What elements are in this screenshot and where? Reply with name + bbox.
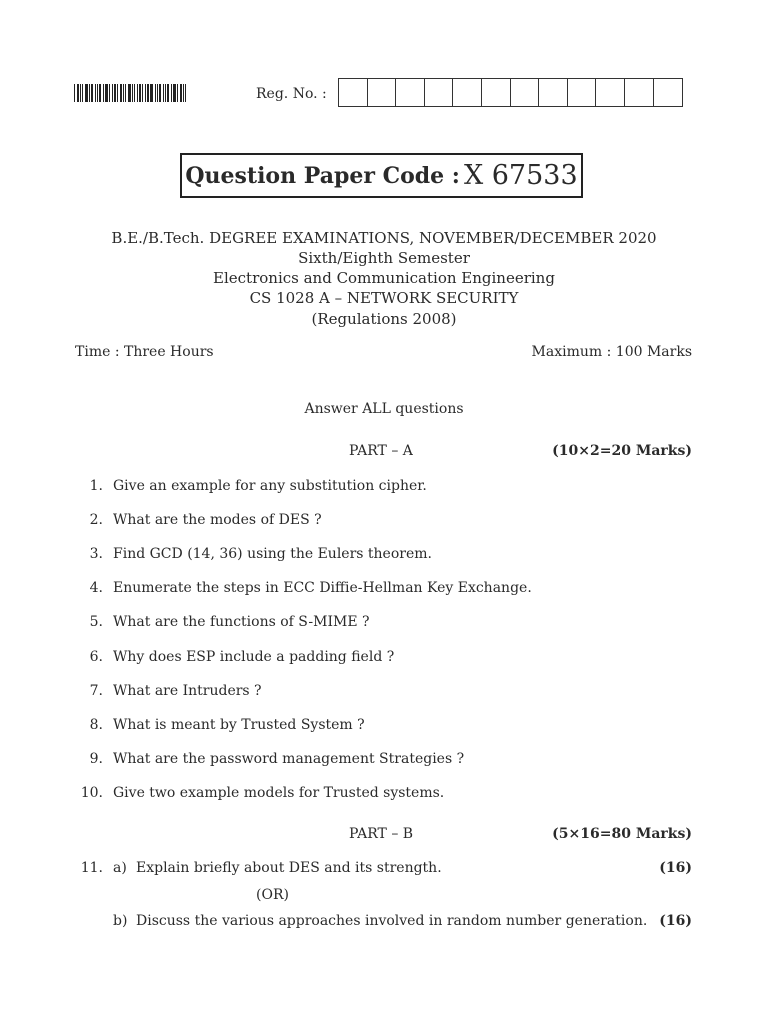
question-number: 2. bbox=[89, 512, 103, 528]
barcode-bar bbox=[105, 84, 108, 102]
max-marks-info: Maximum : 100 Marks bbox=[531, 344, 692, 360]
question-text: Explain briefly about DES and its strength. bbox=[136, 860, 442, 876]
question-text: What are the functions of S-MIME ? bbox=[113, 614, 370, 630]
question-paper-code-box bbox=[180, 153, 583, 198]
question-text: What are the password management Strategies ? bbox=[113, 751, 465, 767]
barcode-bar bbox=[150, 84, 153, 102]
question-number: 11. bbox=[80, 860, 103, 876]
part-b-title: PART – B bbox=[349, 826, 414, 842]
barcode-bar bbox=[109, 84, 110, 102]
barcode-bar bbox=[147, 84, 149, 102]
barcode-bar bbox=[80, 84, 81, 102]
question-marks: (16) bbox=[659, 860, 692, 876]
reg-no-boxes[interactable] bbox=[338, 78, 683, 107]
barcode-bar bbox=[159, 84, 161, 102]
barcode-bar bbox=[157, 84, 158, 102]
barcode-bar bbox=[85, 84, 88, 102]
question-number: 4. bbox=[89, 580, 103, 596]
question-number: 5. bbox=[89, 614, 103, 630]
barcode-bar bbox=[123, 84, 124, 102]
question-text: Enumerate the steps in ECC Diffie-Hellman Key Exchange. bbox=[113, 580, 532, 596]
barcode-bar bbox=[132, 84, 134, 102]
reg-no-digit-box[interactable] bbox=[368, 79, 397, 106]
department: Electronics and Communication Engineering bbox=[213, 269, 555, 287]
part-a-title: PART – A bbox=[349, 443, 413, 459]
barcode-bar bbox=[134, 84, 135, 102]
barcode-bar bbox=[142, 84, 143, 102]
barcode-bar bbox=[185, 84, 186, 102]
barcode-bar bbox=[95, 84, 96, 102]
barcode-bar bbox=[99, 84, 101, 102]
barcode-bar bbox=[139, 84, 141, 102]
question-number: 6. bbox=[89, 649, 103, 665]
barcode-bar bbox=[167, 84, 169, 102]
sub-question-label: b) bbox=[113, 913, 128, 929]
qpc-label: Question Paper Code : bbox=[185, 162, 460, 189]
barcode-bar bbox=[137, 84, 138, 102]
barcode-bar bbox=[112, 84, 113, 102]
question-number: 1. bbox=[89, 478, 103, 494]
reg-no-digit-box[interactable] bbox=[539, 79, 568, 106]
question-text: Give an example for any substitution cipher. bbox=[113, 478, 427, 494]
question-text: Discuss the various approaches involved in random number generation. bbox=[136, 913, 648, 929]
or-separator: (OR) bbox=[256, 887, 289, 903]
regulations: (Regulations 2008) bbox=[311, 310, 457, 328]
barcode-bar bbox=[91, 84, 93, 102]
barcode bbox=[74, 84, 188, 102]
part-a-marks: (10×2=20 Marks) bbox=[552, 443, 692, 459]
barcode-bar bbox=[173, 84, 176, 102]
sub-question-label: a) bbox=[113, 860, 127, 876]
barcode-bar bbox=[163, 84, 164, 102]
question-text: Give two example models for Trusted systems. bbox=[113, 785, 445, 801]
barcode-bar bbox=[89, 84, 90, 102]
barcode-bar bbox=[128, 84, 131, 102]
reg-no-digit-box[interactable] bbox=[396, 79, 425, 106]
question-number: 8. bbox=[89, 717, 103, 733]
barcode-bar bbox=[120, 84, 122, 102]
barcode-bar bbox=[155, 84, 156, 102]
question-text: Find GCD (14, 36) using the Eulers theorem. bbox=[113, 546, 432, 562]
semester: Sixth/Eighth Semester bbox=[298, 249, 470, 267]
reg-no-digit-box[interactable] bbox=[654, 79, 683, 106]
reg-no-digit-box[interactable] bbox=[625, 79, 654, 106]
course: CS 1028 A – NETWORK SECURITY bbox=[249, 289, 519, 307]
reg-no-digit-box[interactable] bbox=[596, 79, 625, 106]
instruction: Answer ALL questions bbox=[304, 401, 464, 417]
barcode-bar bbox=[183, 84, 184, 102]
question-number: 10. bbox=[80, 785, 103, 801]
barcode-bar bbox=[103, 84, 104, 102]
barcode-bar bbox=[177, 84, 178, 102]
question-text: What is meant by Trusted System ? bbox=[113, 717, 365, 733]
reg-no-digit-box[interactable] bbox=[453, 79, 482, 106]
question-number: 3. bbox=[89, 546, 103, 562]
barcode-bar bbox=[77, 84, 79, 102]
question-marks: (16) bbox=[659, 913, 692, 929]
time-info: Time : Three Hours bbox=[75, 344, 214, 360]
qpc-value: X 67533 bbox=[463, 160, 578, 191]
reg-no-digit-box[interactable] bbox=[511, 79, 540, 106]
barcode-bar bbox=[145, 84, 146, 102]
question-number: 9. bbox=[89, 751, 103, 767]
exam-title: B.E./B.Tech. DEGREE EXAMINATIONS, NOVEMBER/DECEMBER 2020 bbox=[111, 229, 657, 247]
reg-no-label: Reg. No. : bbox=[256, 86, 327, 102]
question-number: 7. bbox=[89, 683, 103, 699]
barcode-bar bbox=[171, 84, 172, 102]
reg-no-digit-box[interactable] bbox=[425, 79, 454, 106]
barcode-bar bbox=[125, 84, 126, 102]
question-text: What are Intruders ? bbox=[113, 683, 262, 699]
reg-no-digit-box[interactable] bbox=[482, 79, 511, 106]
reg-no-digit-box[interactable] bbox=[339, 79, 368, 106]
barcode-bar bbox=[165, 84, 166, 102]
question-text: What are the modes of DES ? bbox=[113, 512, 322, 528]
barcode-bar bbox=[82, 84, 83, 102]
barcode-bar bbox=[180, 84, 182, 102]
barcode-bar bbox=[74, 84, 75, 102]
part-b-marks: (5×16=80 Marks) bbox=[552, 826, 692, 842]
barcode-bar bbox=[117, 84, 118, 102]
barcode-bar bbox=[114, 84, 116, 102]
reg-no-digit-box[interactable] bbox=[568, 79, 597, 106]
barcode-bar bbox=[97, 84, 98, 102]
question-text: Why does ESP include a padding field ? bbox=[113, 649, 395, 665]
